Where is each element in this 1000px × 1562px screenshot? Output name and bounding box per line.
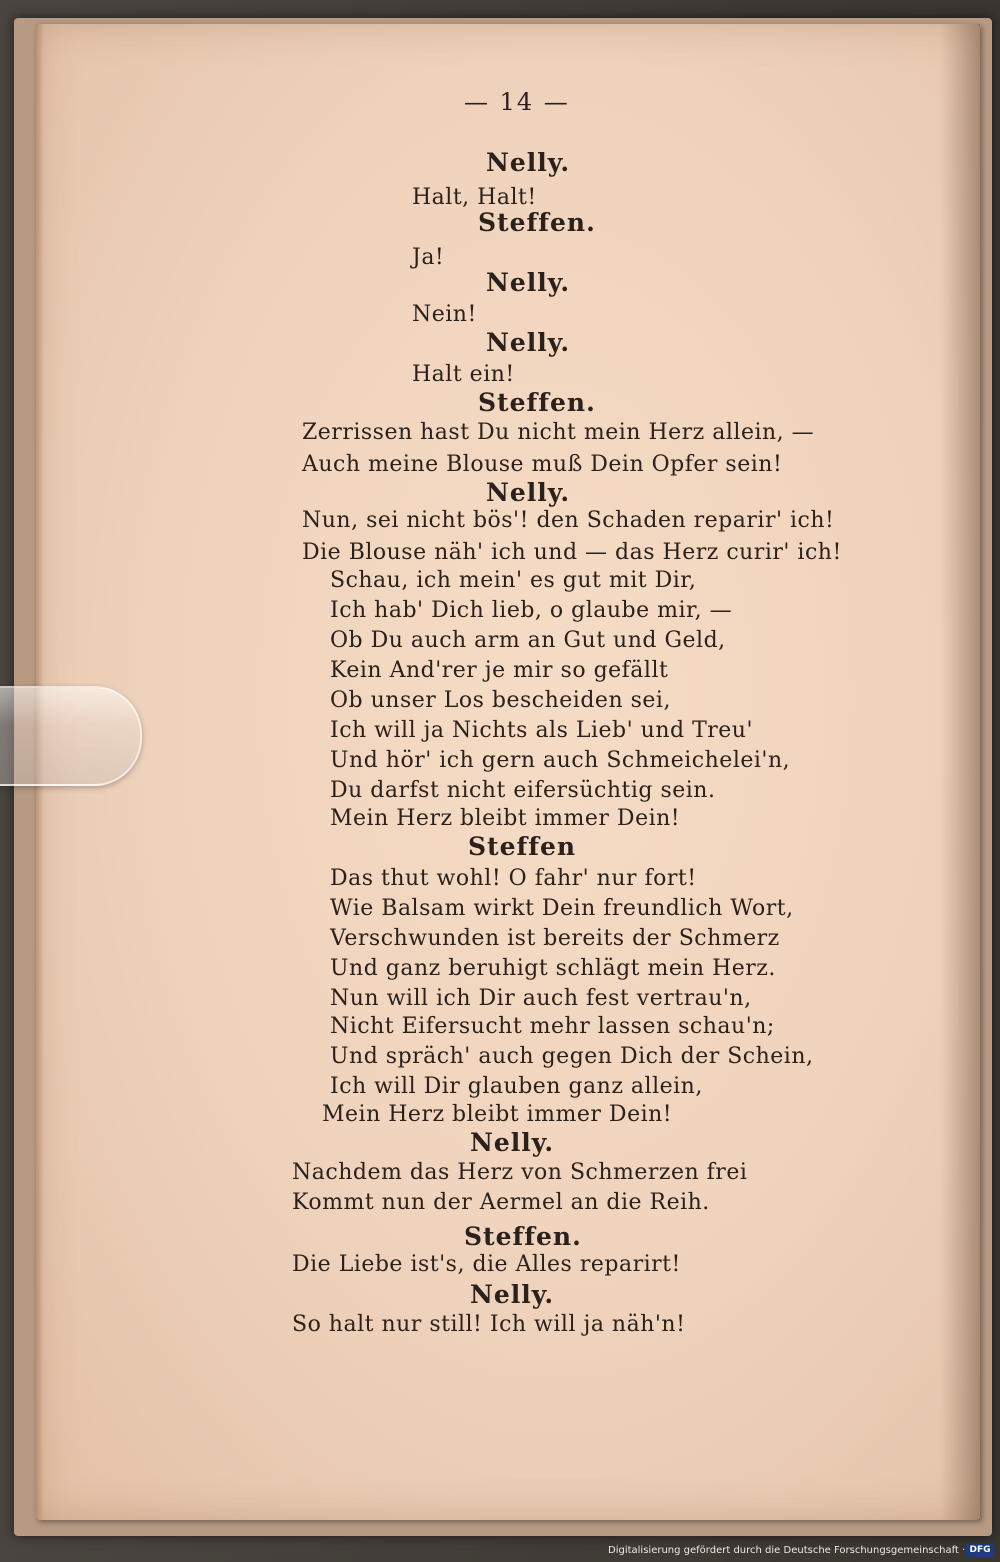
verse-line: Und spräch' auch gegen Dich der Schein,: [330, 1044, 814, 1069]
verse-line: Ob Du auch arm an Gut und Geld,: [330, 628, 726, 653]
verse-line: Halt, Halt!: [412, 185, 537, 210]
speaker-name: Nelly.: [470, 1128, 555, 1157]
speaker-name: Steffen.: [478, 208, 596, 237]
verse-line: Nein!: [412, 302, 477, 327]
verse-line: Zerrissen hast Du nicht mein Herz allein, —: [302, 420, 815, 445]
verse-line: Ich hab' Dich lieb, o glaube mir, —: [330, 598, 733, 623]
verse-line: Du darfst nicht eifersüchtig sein.: [330, 778, 716, 803]
speaker-name: Nelly.: [470, 1280, 555, 1309]
verse-line: So halt nur still! Ich will ja näh'n!: [292, 1312, 686, 1337]
speaker-name: Nelly.: [486, 268, 571, 297]
speaker-name: Nelly.: [486, 478, 571, 507]
spine-shadow: [940, 24, 980, 1520]
page-number: — 14 —: [464, 88, 570, 116]
verse-line: Kommt nun der Aermel an die Reih.: [292, 1190, 710, 1215]
verse-line: Das thut wohl! O fahr' nur fort!: [330, 866, 697, 891]
verse-line: Ich will ja Nichts als Lieb' und Treu': [330, 718, 754, 743]
verse-line: Verschwunden ist bereits der Schmerz: [330, 926, 780, 951]
verse-line: Mein Herz bleibt immer Dein!: [322, 1102, 673, 1127]
verse-line: Die Liebe ist's, die Alles reparirt!: [292, 1252, 681, 1277]
verse-line: Kein And'rer je mir so gefällt: [330, 658, 669, 683]
verse-line: Ob unser Los bescheiden sei,: [330, 688, 671, 713]
verse-line: Ja!: [412, 245, 445, 270]
verse-line: Und hör' ich gern auch Schmeichelei'n,: [330, 748, 791, 773]
speaker-name: Steffen: [468, 832, 577, 861]
verse-line: Nachdem das Herz von Schmerzen frei: [292, 1160, 748, 1185]
verse-line: Nun will ich Dir auch fest vertrau'n,: [330, 986, 752, 1011]
verse-line: Schau, ich mein' es gut mit Dir,: [330, 568, 697, 593]
speaker-name: Nelly.: [486, 148, 571, 177]
verse-line: Nun, sei nicht bös'! den Schaden reparir' ich!: [302, 508, 835, 533]
verse-line: Auch meine Blouse muß Dein Opfer sein!: [302, 452, 783, 477]
verse-line: Die Blouse näh' ich und — das Herz curir' ich!: [302, 540, 842, 565]
verse-line: Und ganz beruhigt schlägt mein Herz.: [330, 956, 776, 981]
speaker-name: Nelly.: [486, 328, 571, 357]
speaker-name: Steffen.: [478, 388, 596, 417]
verse-line: Wie Balsam wirkt Dein freundlich Wort,: [330, 896, 794, 921]
verse-line: Mein Herz bleibt immer Dein!: [330, 806, 681, 831]
dfg-logo: DFG: [966, 1544, 994, 1557]
verse-line: Halt ein!: [412, 362, 515, 387]
page-clip: [0, 686, 142, 786]
verse-line: Nicht Eifersucht mehr lassen schau'n;: [330, 1014, 775, 1039]
speaker-name: Steffen.: [464, 1222, 582, 1251]
digitization-credit: Digitalisierung gefördert durch die Deutsche Forschungsgemeinschaft ·: [608, 1545, 966, 1556]
verse-line: Ich will Dir glauben ganz allein,: [330, 1074, 703, 1099]
